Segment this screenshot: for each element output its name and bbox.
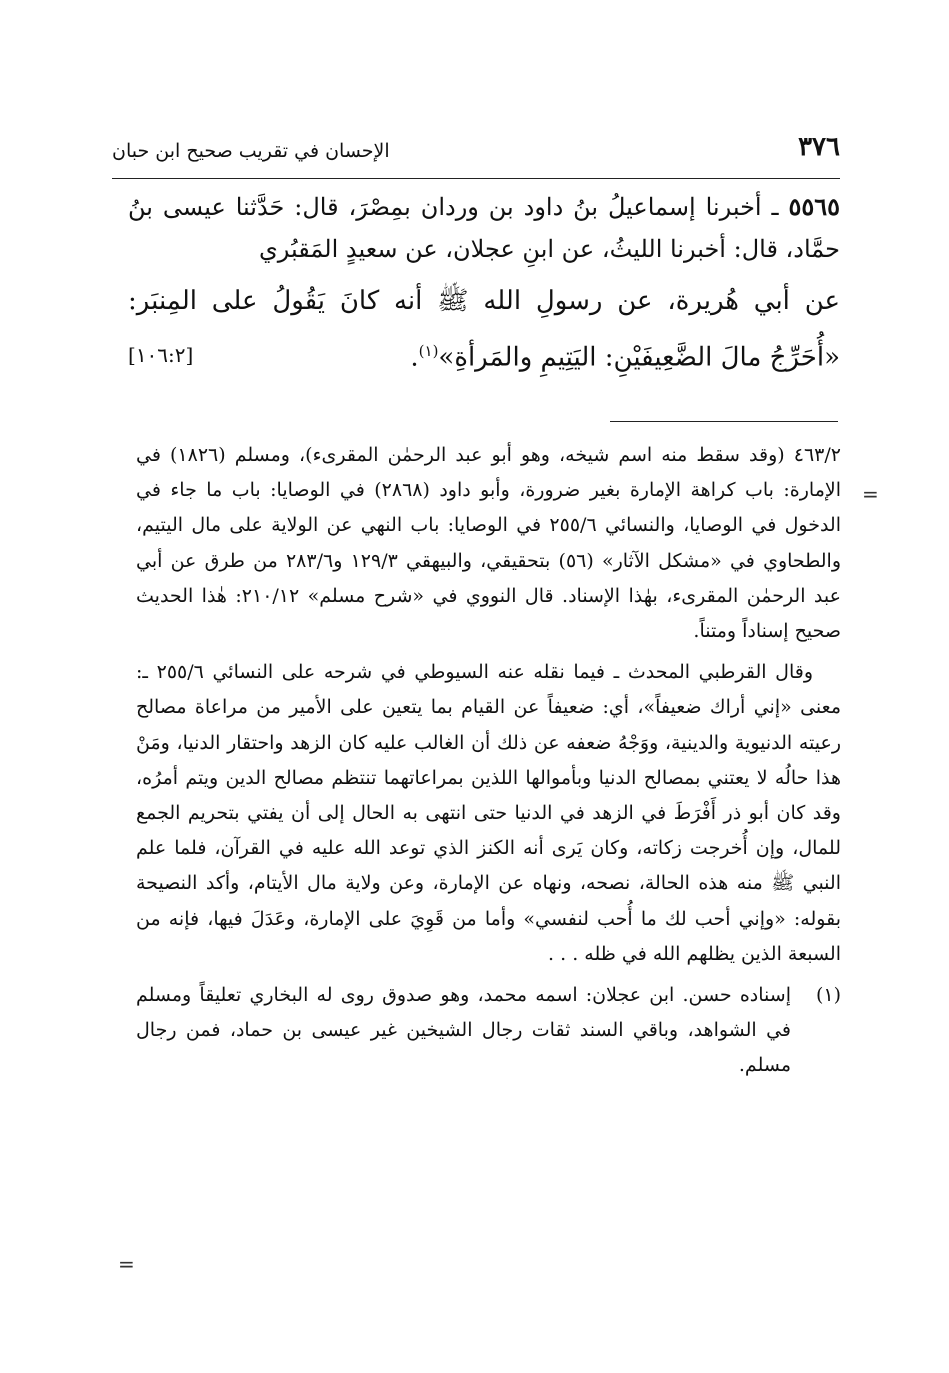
- hadith-isnad-paragraph: [128, 186, 840, 270]
- hadith-number: ٥٥٦٥: [788, 192, 840, 221]
- page-header: [112, 132, 840, 172]
- commentary-paragraph-2: وقال القرطبي المحدث ـ فيما نقله عنه السيوطي في شرحه على النسائي ٢٥٥/٦ ـ: معنى «إني أراك ضعيفاً»، أي: ضعيفاً عن القيام بما يتعين على الأمير من مراعاة مصالح رعيته الدنيوية والدينية، ووَجْهُ ضعفه عن ذلك أن الغالب عليه كان الزهد واحتقار الدنيا، ومَنْ هذا حالُه لا يعتني بمصالح الدنيا وبأموالها اللذين بمراعاتهما تنتظم مصالح الدين ويتم أمرُه، وقد كان أبو ذر أَفْرَطَ في الزهد في الدنيا حتى انتهى به الحال إلى أن يفتي بتحريم الجمع للمال، وإن أُخرجت زكاته، وكان يَرى أنه الكنز الذي توعد الله عليه في القرآن، فلما علم النبي ﷺ منه هذه الحالة، نصحه، ونهاه عن الإمارة، وعن ولاية مال الأيتام، وأكد النصيحة بقوله: «وإني أحب لك ما أُحب لنفسي» وأما من قَوِيَ على الإمارة، وعَدَلَ فيها، فإنه من السبعة الذين يظلهم الله في ظله . . .: [136, 661, 841, 965]
- footnote-marker: (١): [418, 342, 439, 360]
- continuation-mark-top: =: [862, 482, 879, 506]
- footnote-text: إسناده حسن. ابن عجلان: اسمه محمد، وهو صدوق روى له البخاري تعليقاً ومسلم في الشواهد، وباقي السند ثقات رجال الشيخين غير عيسى بن حماد، فمن رجال مسلم.: [136, 984, 791, 1077]
- footnotes-section: [136, 438, 841, 1084]
- hadith-text: [128, 186, 840, 383]
- footnote-number: (١): [815, 984, 841, 1007]
- hadith-isnad: ـ أخبرنا إسماعيلُ بنُ داود بن وردان بمِصْرَ، قال: حَدَّثنا عيسى بنُ حمَّاد، قال: أخبرنا الليثُ، عن ابنِ عجلان، عن سعيدٍ المَقبُري: [128, 193, 840, 263]
- running-title: الإحسان في تقريب صحيح ابن حبان: [112, 140, 390, 162]
- footnote-separator: [610, 421, 838, 422]
- header-rule: [112, 178, 840, 179]
- hadith-reference: [١٠٦:٢]: [128, 343, 194, 367]
- commentary-paragraph-1: ٤٦٣/٢ (وقد سقط منه اسم شيخه، وهو أبو عبد الرحمٰن المقرىء)، ومسلم (١٨٢٦) في الإمارة: باب كراهة الإمارة بغير ضرورة، وأبو داود (٢٨٦٨) في الوصايا: باب ما جاء في الدخول في الوصايا، والنسائي ٢٥٥/٦ في الوصايا: باب النهي عن الولاية على مال اليتيم، والطحاوي في «مشكل الآثار» (٥٦) بتحقيقي، والبيهقي ١٢٩/٣ و٢٨٣/٦ من طرق عن أبي عبد الرحمٰن المقرىء، بهٰذا الإسناد. قال النووي في «شرح مسلم» ٢١٠/١٢: هٰذا الحديث صحيح إسناداً ومتناً.: [136, 444, 842, 643]
- page-number: ٣٧٦: [798, 132, 840, 162]
- footnote-1: [136, 978, 841, 1084]
- hadith-matn-paragraph: عن أبي هُريرة، عن رسولِ الله ﷺ أنه كانَ يَقُولُ على المِنبَر: «أُحَرِّجُ مالَ الضَّعِيفَيْنِ: اليَتِيمِ والمَرأةِ»$^{(١)}$. [١٠٦:٢]: [128, 276, 840, 383]
- hadith-matn: عن أبي هُريرة، عن رسولِ الله ﷺ أنه كانَ يَقُولُ على المِنبَر: «أُحَرِّجُ مالَ الضَّعِيفَيْنِ: اليَتِيمِ والمَرأةِ»: [128, 286, 840, 373]
- continuation-mark-bottom: =: [118, 1252, 135, 1276]
